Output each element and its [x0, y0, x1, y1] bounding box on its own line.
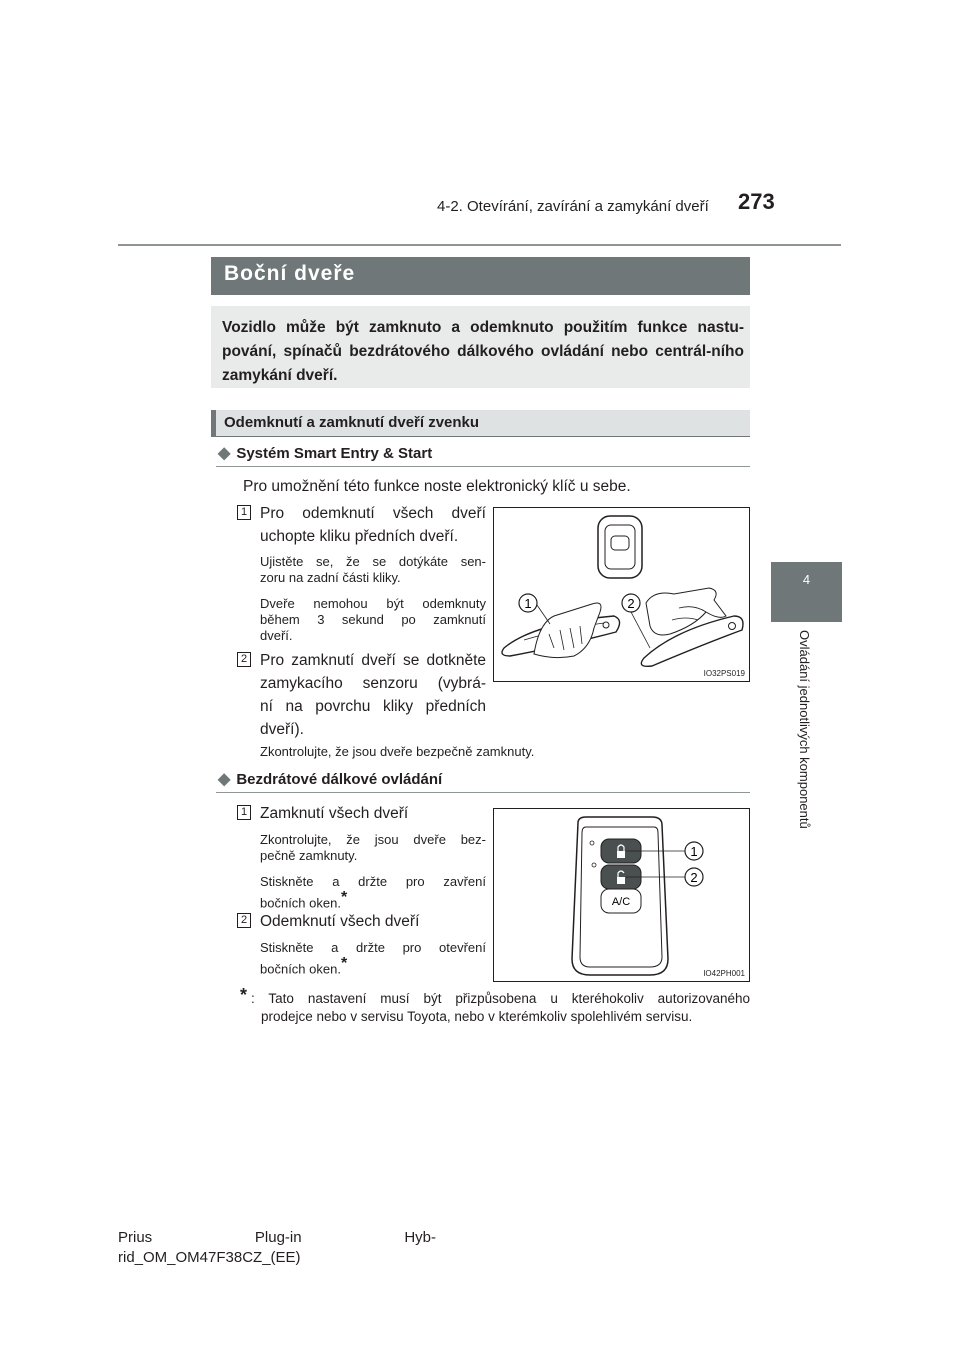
smart-item2-line2: zamykacího senzoru (vybrá- — [260, 675, 486, 692]
smart-item1-line2: uchopte kliku předních dveří. — [260, 528, 459, 545]
footnote-line1: : Tato nastavení musí být přizpůsobena u kteréhokoliv autorizovaného — [251, 991, 750, 1006]
chapter-side-tab — [771, 562, 842, 622]
remote-item2-note-line2 — [260, 956, 347, 977]
figure2-callout-1: 1 — [690, 844, 698, 859]
figure-remote-key — [493, 808, 750, 982]
smart-entry-heading — [218, 443, 432, 463]
page-number: 273 — [738, 189, 775, 214]
smart-note1-line1: Ujistěte se, že se dotýkáte sen- — [260, 554, 486, 569]
remote-note2-line2 — [260, 890, 347, 911]
remote-heading — [218, 769, 442, 789]
intro-text: Vozidlo může být zamknuto a odemknuto použitím funkce nastu-pování, spínačů bezdrátového dálkového ovládání nebo centrál-ního zamykání dveří. — [222, 319, 744, 384]
figure2-callout-2: 2 — [690, 870, 698, 885]
remote-item-number-2: 2 — [237, 913, 251, 928]
remote-item-number-1: 1 — [237, 805, 251, 820]
remote-divider — [216, 792, 750, 793]
smart-note2-line2: během 3 sekund po zamknutí — [260, 612, 486, 627]
chapter-side-tab-number: 4 — [802, 572, 811, 587]
footer-word-1: Prius — [118, 1229, 153, 1246]
smart-item2-line4: dveří). — [260, 721, 304, 738]
figure1-callout-2: 2 — [627, 596, 635, 611]
remote-note2-line1: Stiskněte a držte pro zavření — [260, 874, 486, 889]
remote-item2-note-line2-text: bočních oken. — [260, 961, 341, 977]
document-footer — [118, 1228, 436, 1268]
running-header-chapter: 4-2. Otevírání, zavírání a zamykání dveří — [437, 198, 709, 215]
remote-note1-line1: Zkontrolujte, že jsou dveře bez- — [260, 832, 486, 847]
footer-word-2: Plug-in — [254, 1229, 302, 1246]
remote-item1-label: Zamknutí všech dveří — [260, 805, 409, 822]
remote-item2-label: Odemknutí všech dveří — [260, 913, 420, 930]
subsection-title: Odemknutí a zamknutí dveří zvenku — [224, 414, 480, 431]
item-number-2: 2 — [237, 652, 251, 667]
diamond-bullet-icon: ◆ — [218, 771, 231, 788]
item-number-1: 1 — [237, 505, 251, 520]
smart-item2-line1: Pro zamknutí dveří se dotkněte — [260, 652, 486, 669]
smart-note1-line2: zoru na zadní části kliky. — [260, 570, 401, 585]
ac-button-label: A/C — [611, 896, 631, 908]
smart-note2-line1: Dveře nemohou být odemknuty — [260, 596, 486, 611]
figure-door-handles — [493, 507, 750, 682]
footer-word-3: Hyb- — [404, 1229, 436, 1246]
smart-entry-heading-text: Systém Smart Entry & Start — [236, 445, 433, 462]
footer-line-2: rid_OM_OM47F38CZ_(EE) — [118, 1249, 301, 1266]
footnote-line2: prodejce nebo v servisu Toyota, nebo v kterémkoliv spolehlivém servisu. — [261, 1009, 693, 1024]
chapter-side-title: Ovládání jednotlivých komponentů — [797, 630, 812, 829]
asterisk-marker: * — [340, 955, 348, 972]
header-divider — [118, 244, 841, 246]
remote-note1-line2: pečně zamknuty. — [260, 848, 358, 863]
smart-entry-divider — [216, 466, 750, 467]
section-title: Boční dveře — [224, 262, 356, 285]
figure1-callout-1: 1 — [524, 596, 532, 611]
remote-item2-note-line1: Stiskněte a držte pro otevření — [260, 940, 486, 955]
asterisk-marker: * — [340, 889, 348, 906]
diamond-bullet-icon: ◆ — [218, 445, 231, 462]
smart-item1-line1: Pro odemknutí všech dveří — [260, 505, 486, 522]
smart-entry-note: Zkontrolujte, že jsou dveře bezpečně zamknuty. — [260, 744, 535, 759]
smart-entry-lead: Pro umožnění této funkce noste elektronický klíč u sebe. — [243, 478, 631, 495]
remote-note2-line2-text: bočních oken. — [260, 895, 341, 911]
figure1-code: IO32PS019 — [703, 669, 745, 678]
remote-key-illustration — [494, 809, 749, 981]
smart-item2-line3: ní na povrchu kliky předních — [260, 698, 486, 715]
subsection-accent — [211, 410, 216, 437]
footnote-marker: * — [240, 985, 248, 1005]
smart-note2-line3: dveří. — [260, 628, 293, 643]
figure2-code: IO42PH001 — [703, 969, 745, 978]
door-handle-illustration — [494, 508, 749, 681]
remote-heading-text: Bezdrátové dálkové ovládání — [236, 771, 443, 788]
